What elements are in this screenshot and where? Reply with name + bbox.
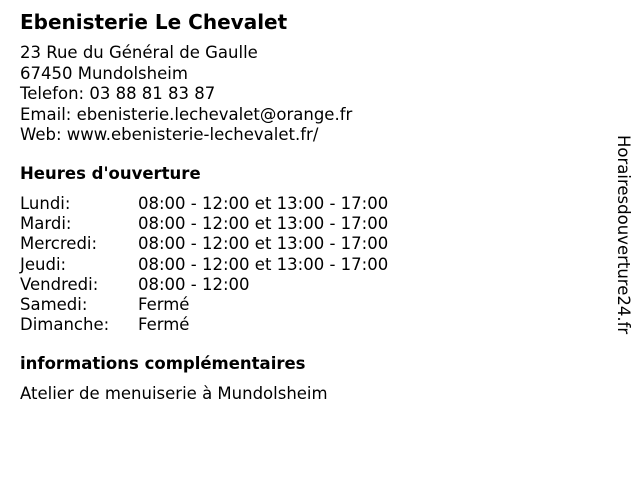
day-hours: 08:00 - 12:00 et 13:00 - 17:00 bbox=[138, 254, 389, 274]
additional-info-heading: informations complémentaires bbox=[20, 354, 306, 373]
day-label: Lundi: bbox=[20, 194, 71, 213]
day-hours: Fermé bbox=[138, 315, 190, 335]
day-label: Mercredi: bbox=[20, 234, 98, 254]
contact-block bbox=[20, 43, 352, 146]
day-hours: Fermé bbox=[138, 294, 190, 314]
day-hours: 08:00 - 12:00 bbox=[138, 274, 250, 294]
day-label: Jeudi: bbox=[20, 254, 67, 274]
address-line-street: 23 Rue du Général de Gaulle bbox=[20, 43, 258, 62]
day-hours: 08:00 - 12:00 et 13:00 - 17:00 bbox=[138, 194, 389, 213]
additional-info-text: Atelier de menuiserie à Mundolsheim bbox=[20, 384, 328, 403]
day-label: Mardi: bbox=[20, 214, 72, 234]
day-hours: 08:00 - 12:00 et 13:00 - 17:00 bbox=[138, 214, 389, 234]
day-hours: 08:00 - 12:00 et 13:00 - 17:00 bbox=[138, 234, 389, 254]
opening-hours-heading: Heures d'ouverture bbox=[20, 164, 201, 183]
watermark-text: Horairesdouverture24.fr bbox=[614, 135, 633, 335]
day-label: Vendredi: bbox=[20, 274, 99, 294]
day-label: Dimanche: bbox=[20, 315, 110, 335]
email-text: Email: ebenisterie.lechevalet@orange.fr bbox=[20, 104, 353, 124]
watermark bbox=[612, 135, 636, 370]
website-text: Web: www.ebenisterie-lechevalet.fr/ bbox=[20, 125, 319, 144]
day-label: Samedi: bbox=[20, 294, 88, 314]
address-line-city: 67450 Mundolsheim bbox=[20, 63, 188, 83]
phone-text: Telefon: 03 88 81 83 87 bbox=[20, 84, 216, 103]
business-name: Ebenisterie Le Chevalet bbox=[20, 10, 288, 34]
